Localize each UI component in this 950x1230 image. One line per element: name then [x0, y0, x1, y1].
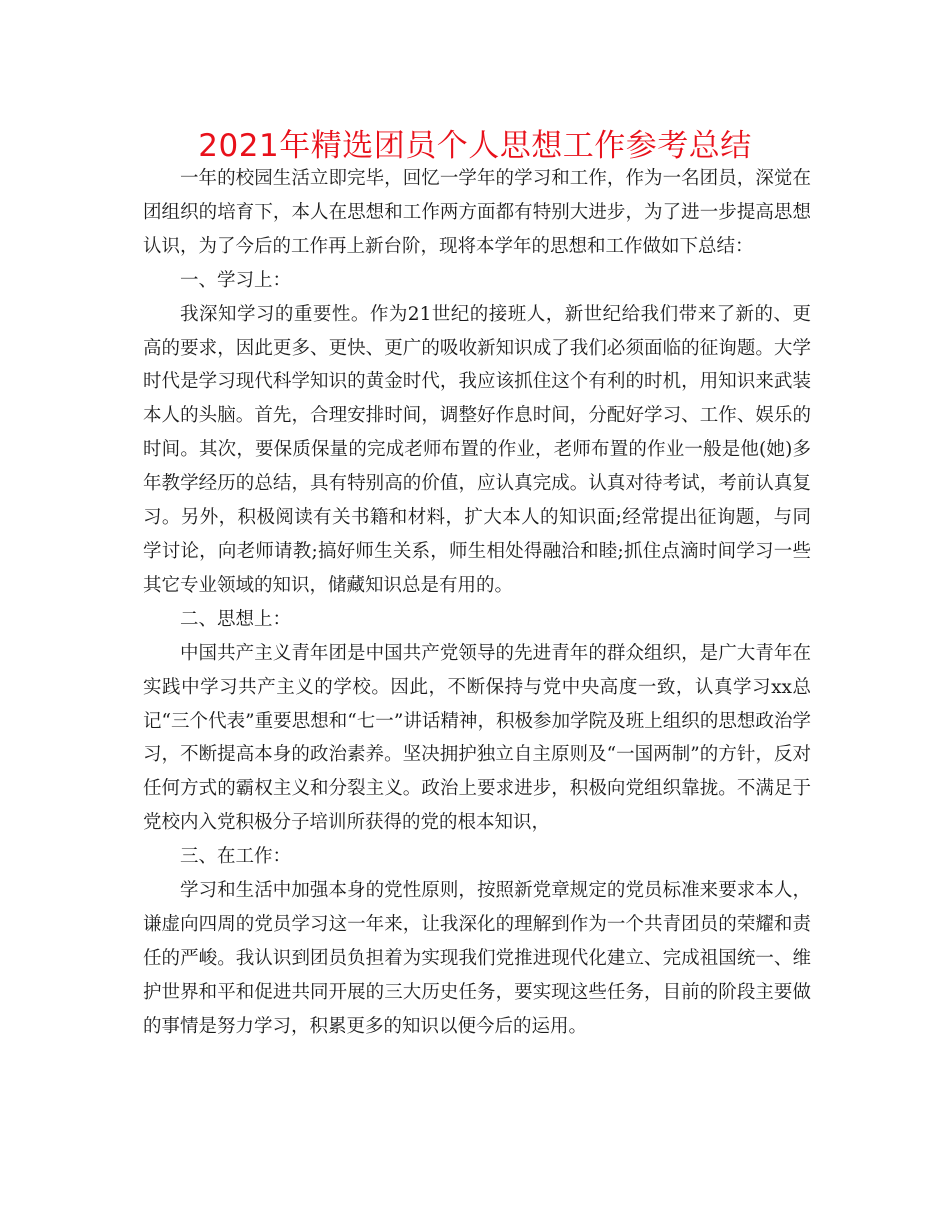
work-paragraph: 学习和生活中加强本身的党性原则，按照新党章规定的党员标准来要求本人，谦虚向四周的党员学习这一年来，让我深化的理解到作为一个共青团员的荣耀和责任的严峻。我认识到团员负担着为实现我们党推进现代化建立、完成祖国统一、维护世界和平和促进共同开展的三大历史任务，要实现这些任务，目前的阶段主要做的事情是努力学习，积累更多的知识以便今后的运用。 — [143, 880, 811, 1037]
intro-paragraph: 一年的校园生活立即完毕，回忆一学年的学习和工作，作为一名团员，深觉在团组织的培育下，本人在思想和工作两方面都有特别大进步，为了进一步提高思想认识，为了今后的工作再上新台阶，现将本学年的思想和工作做如下总结： — [143, 168, 811, 257]
thought-paragraph: 中国共产主义青年团是中国共产党领导的先进青年的群众组织，是广大青年在实践中学习共产主义的学校。因此，不断保持与党中央高度一致，认真学习xx总记“三个代表”重要思想和“七一”讲话精神，积极参加学院及班上组织的思想政治学习，不断提高本身的政治素养。坚决拥护独立自主原则及“一国两制”的方针，反对任何方式的霸权主义和分裂主义。政治上要求进步，积极向党组织靠拢。不满足于党校内入党积极分子培训所获得的党的根本知识， — [143, 642, 811, 834]
section-heading-thought: 二、思想上： — [180, 608, 292, 630]
document-title: 2021年精选团员个人思想工作参考总结 — [198, 128, 752, 164]
section-heading-study: 一、学习上： — [180, 269, 292, 291]
section-heading-work: 三、在工作： — [180, 846, 292, 868]
document-body — [143, 162, 811, 1044]
study-paragraph: 我深知学习的重要性。作为21世纪的接班人，新世纪给我们带来了新的、更高的要求，因此更多、更快、更广的吸收新知识成了我们必须面临的征询题。大学时代是学习现代科学知识的黄金时代，我应该抓住这个有利的时机，用知识来武装本人的头脑。首先，合理安排时间，调整好作息时间，分配好学习、工作、娱乐的时间。其次，要保质保量的完成老师布置的作业，老师布置的作业一般是他(她)多年教学经历的总结，具有特别高的价值，应认真完成。认真对待考试，考前认真复习。另外，积极阅读有关书籍和材料，扩大本人的知识面;经常提出征询题，与同学讨论，向老师请教;搞好师生关系，师生相处得融洽和睦;抓住点滴时间学习一些其它专业领域的知识，储藏知识总是有用的。 — [143, 303, 811, 596]
